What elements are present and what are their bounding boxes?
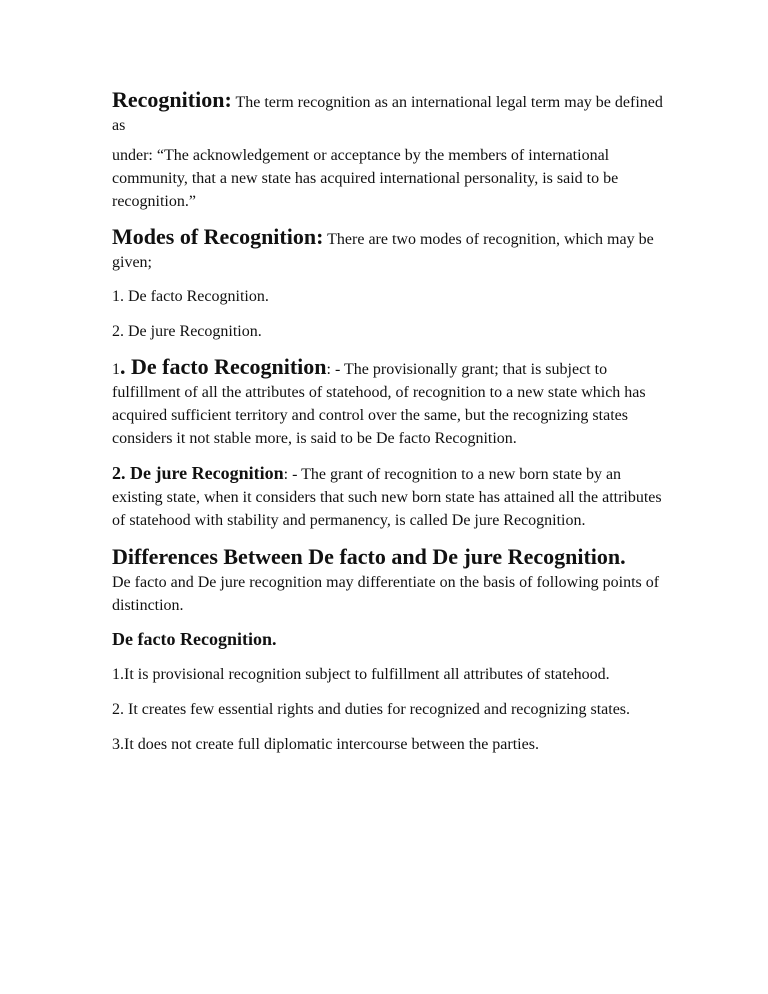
mode-list-item: 2. De jure Recognition.	[112, 323, 262, 340]
differences-text: De facto and De jure recognition may differentiate on the basis of following points of distinction.	[112, 574, 660, 614]
de-facto-point: 2. It creates few essential rights and duties for recognized and recognizing states.	[112, 701, 631, 718]
differences-paragraph	[112, 544, 672, 617]
definition-quote: under: “The acknowledgement or acceptance by the members of international community, that a new state has acquired international personality, is said to be recognition.”	[112, 147, 619, 210]
document-page	[112, 88, 672, 768]
de-facto-paragraph	[112, 355, 672, 450]
de-facto-number: 1	[112, 361, 120, 378]
recognition-term: Recognition:	[112, 87, 232, 112]
de-facto-text: : - The provisionally grant; that is subject to fulfillment of all the attributes of statehood, of recognition to a new state which has acquired sufficient territory and control over the same, but the recognizing states considers it not stable more, is said to be De facto Recognition.	[112, 361, 646, 447]
mode-list-item: 1. De facto Recognition.	[112, 288, 269, 305]
de-facto-section-heading: De facto Recognition.	[112, 629, 277, 649]
de-facto-point: 1.It is provisional recognition subject to fulfillment all attributes of statehood.	[112, 666, 610, 683]
de-facto-term: . De facto Recognition	[120, 354, 327, 379]
de-jure-text: : - The grant of recognition to a new born state by an existing state, when it considers that such new born state has attained all the attributes of statehood with stability and permanency, is called De jure Recognition.	[112, 466, 662, 529]
differences-heading: Differences Between De facto and De jure Recognition.	[112, 544, 626, 569]
de-jure-term: 2. De jure Recognition	[112, 463, 284, 483]
modes-paragraph	[112, 225, 672, 274]
modes-term: Modes of Recognition:	[112, 224, 324, 249]
modes-text: There are two modes of recognition, which may be given;	[112, 231, 654, 271]
de-facto-point: 3.It does not create full diplomatic intercourse between the parties.	[112, 736, 539, 753]
recognition-paragraph	[112, 88, 672, 137]
de-jure-paragraph	[112, 462, 672, 532]
recognition-text: The term recognition as an international legal term may be defined as	[112, 94, 663, 134]
